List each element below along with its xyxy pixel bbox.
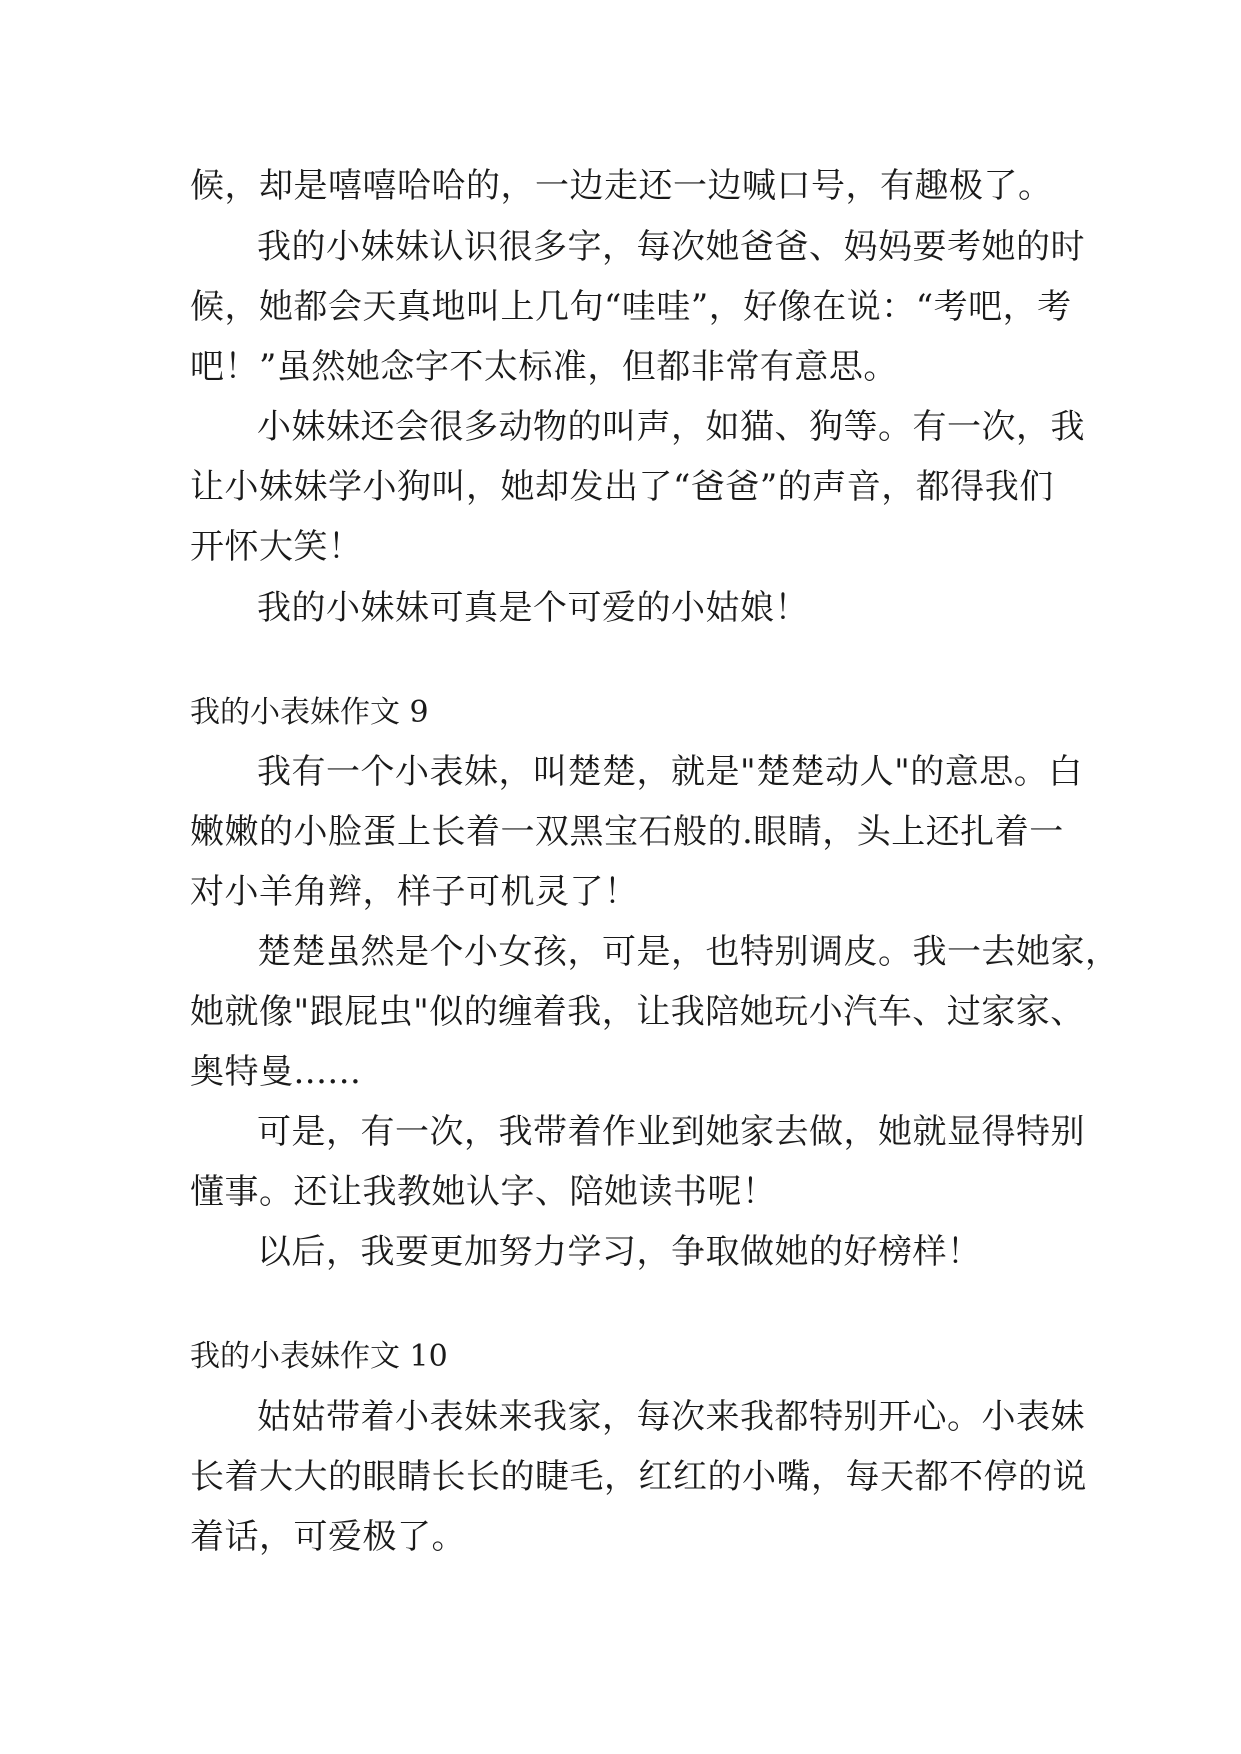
paragraph-line: 我有一个小表妹，叫楚楚，就是"楚楚动人"的意思。白 bbox=[257, 752, 1083, 792]
paragraph-line: 对小羊角辫，样子可机灵了！ bbox=[190, 872, 639, 912]
paragraph-line: 吧！”虽然她念字不太标准，但都非常有意思。 bbox=[190, 347, 898, 387]
paragraph-line: 候，却是嘻嘻哈哈的，一边走还一边喊口号，有趣极了。 bbox=[190, 166, 1053, 206]
paragraph-line: 候，她都会天真地叫上几句“哇哇”，好像在说：“考吧，考 bbox=[190, 287, 1072, 327]
paragraph-line: 可是，有一次，我带着作业到她家去做，她就显得特别 bbox=[257, 1112, 1085, 1152]
paragraph-line: 着话，可爱极了。 bbox=[190, 1517, 466, 1557]
paragraph-line: 她就像"跟屁虫"似的缠着我，让我陪她玩小汽车、过家家、 bbox=[190, 992, 1085, 1032]
paragraph-line: 我的小妹妹可真是个可爱的小姑娘！ bbox=[257, 588, 809, 628]
paragraph-line: 楚楚虽然是个小女孩，可是，也特别调皮。我一去她家， bbox=[257, 932, 1120, 972]
paragraph-line: 以后，我要更加努力学习，争取做她的好榜样！ bbox=[257, 1232, 982, 1272]
paragraph-line: 小妹妹还会很多动物的叫声，如猫、狗等。有一次，我 bbox=[257, 407, 1085, 447]
paragraph-line: 开怀大笑！ bbox=[190, 527, 363, 567]
paragraph-line: 让小妹妹学小狗叫，她却发出了“爸爸”的声音，都得我们 bbox=[190, 467, 1054, 507]
essay-title: 我的小表妹作文 9 bbox=[190, 695, 429, 730]
essay-title: 我的小表妹作文 10 bbox=[190, 1339, 448, 1374]
paragraph-line: 姑姑带着小表妹来我家，每次来我都特别开心。小表妹 bbox=[257, 1397, 1085, 1437]
paragraph-line: 我的小妹妹认识很多字，每次她爸爸、妈妈要考她的时 bbox=[257, 227, 1085, 267]
paragraph-line: 懂事。还让我教她认字、陪她读书呢！ bbox=[190, 1172, 777, 1212]
paragraph-line: 嫩嫩的小脸蛋上长着一双黑宝石般的.眼睛，头上还扎着一 bbox=[190, 812, 1064, 852]
paragraph-line: 长着大大的眼睛长长的睫毛，红红的小嘴，每天都不停的说 bbox=[190, 1457, 1087, 1497]
paragraph-line: 奥特曼...... bbox=[190, 1052, 362, 1092]
